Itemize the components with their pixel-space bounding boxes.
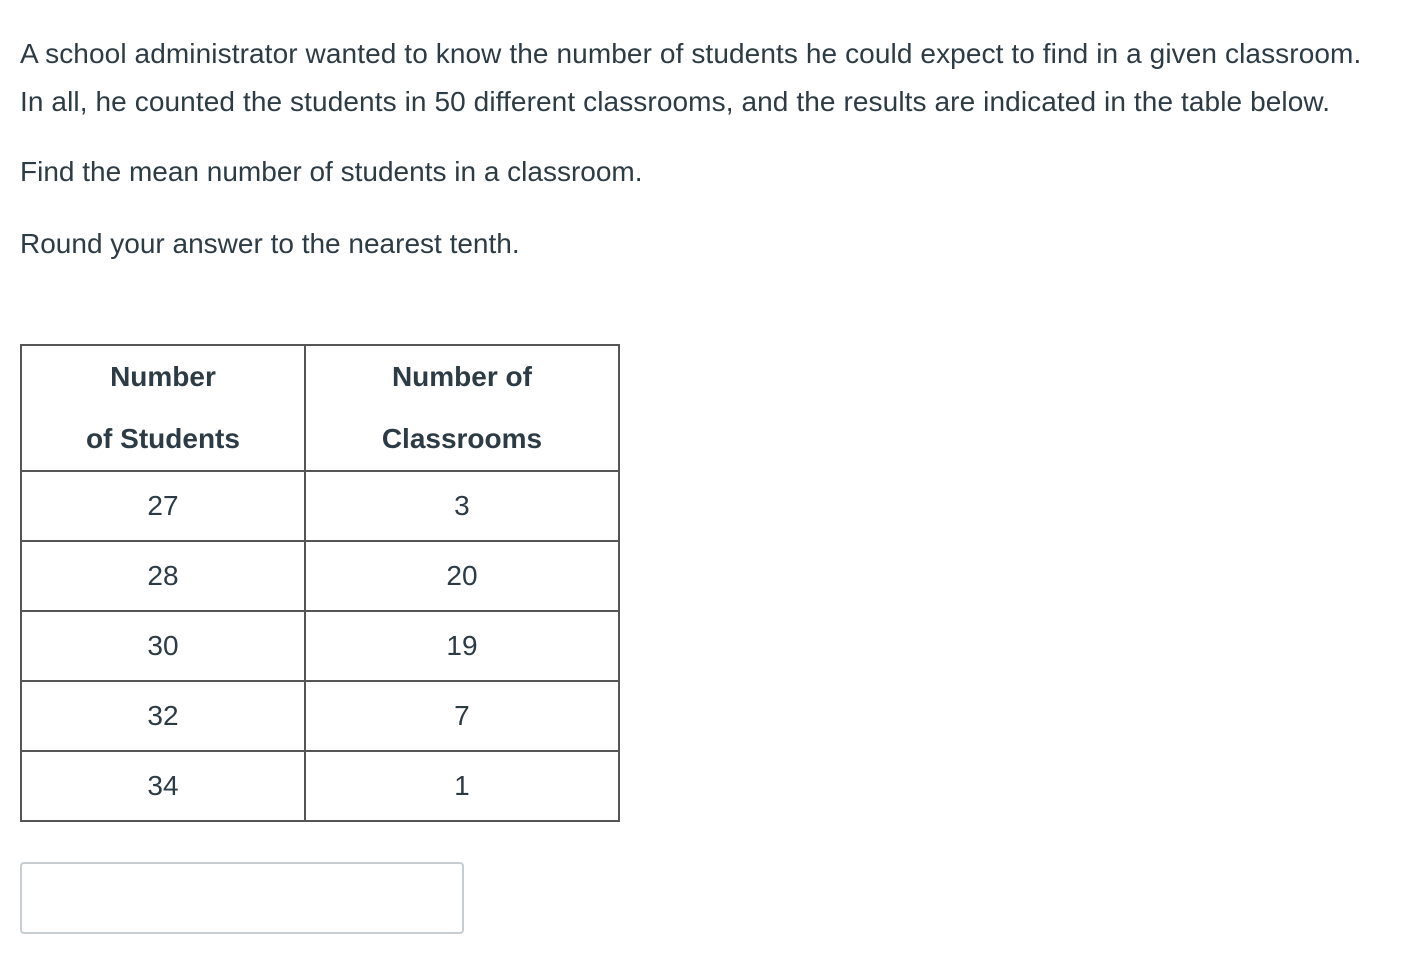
table-row bbox=[21, 681, 619, 751]
problem-question: Find the mean number of students in a classroom. bbox=[20, 156, 643, 187]
table-row bbox=[21, 751, 619, 821]
answer-input[interactable] bbox=[20, 862, 464, 934]
header-students-line1: Number bbox=[110, 361, 216, 392]
question-content bbox=[20, 30, 1380, 268]
cell-students: 27 bbox=[21, 471, 305, 541]
problem-intro: A school administrator wanted to know the number of students he could expect to find in a given classroom. In all, he counted the students in 50 different classrooms, and the results are indicated in the table below. bbox=[20, 38, 1362, 117]
header-classrooms-line1: Number of bbox=[391, 361, 532, 392]
cell-students: 32 bbox=[21, 681, 305, 751]
header-classrooms-line2: Classrooms bbox=[381, 423, 543, 454]
table-row bbox=[21, 541, 619, 611]
cell-classrooms: 1 bbox=[305, 751, 619, 821]
table-row bbox=[21, 611, 619, 681]
cell-students: 30 bbox=[21, 611, 305, 681]
problem-instruction: Round your answer to the nearest tenth. bbox=[20, 228, 520, 259]
header-students-line2: of Students bbox=[85, 423, 240, 454]
cell-classrooms: 7 bbox=[305, 681, 619, 751]
cell-students: 28 bbox=[21, 541, 305, 611]
header-number-of-students bbox=[21, 345, 305, 471]
header-number-of-classrooms bbox=[305, 345, 619, 471]
frequency-table bbox=[20, 344, 620, 822]
cell-students: 34 bbox=[21, 751, 305, 821]
cell-classrooms: 19 bbox=[305, 611, 619, 681]
table-row bbox=[21, 471, 619, 541]
table-header-row bbox=[21, 345, 619, 471]
cell-classrooms: 20 bbox=[305, 541, 619, 611]
cell-classrooms: 3 bbox=[305, 471, 619, 541]
